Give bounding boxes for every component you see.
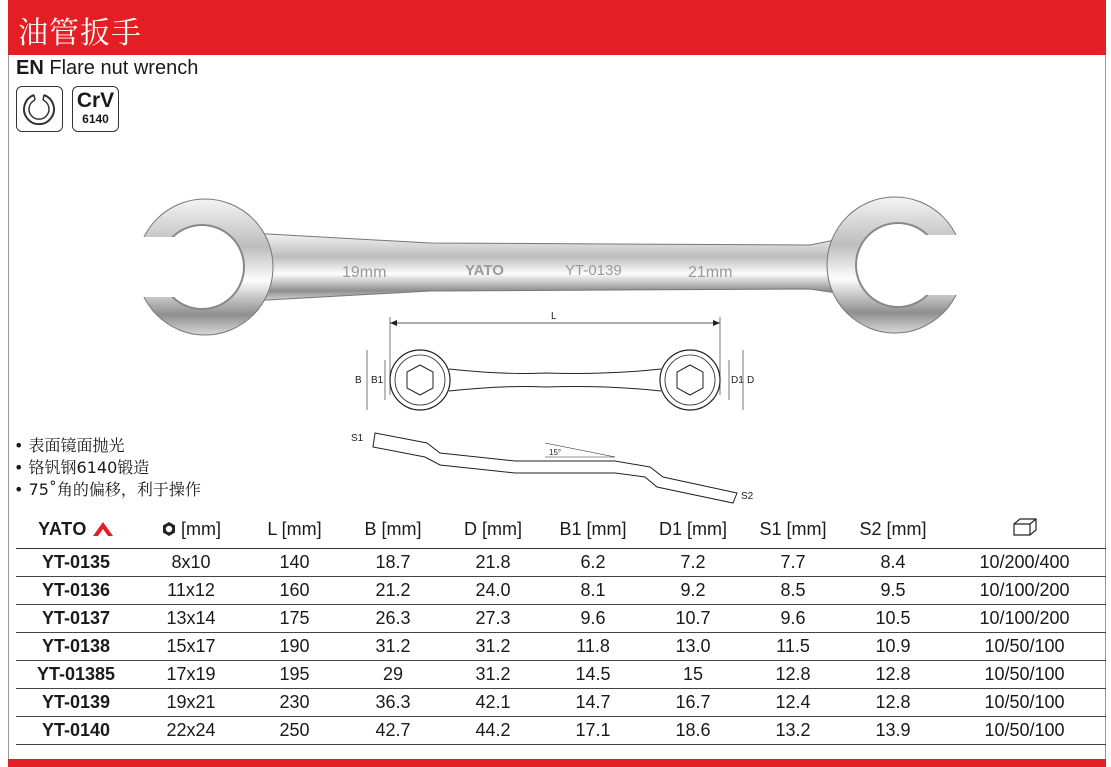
table-row [16,577,1106,605]
feature-list [14,435,201,501]
col-header-S2: S2 [mm] [843,510,943,549]
dim-label-B1: B1 [371,375,384,386]
page-title: 油管扳手 [18,16,142,51]
cell-s1: 12.8 [743,661,843,689]
dim-label-S2: S2 [741,491,754,502]
cell-pack: 10/50/100 [943,689,1106,717]
cell-s1: 7.7 [743,549,843,577]
cell-b1: 14.7 [543,689,643,717]
product-name-en: Flare nut wrench [49,57,199,79]
cell-d1: 15 [643,661,743,689]
cell-s1: 8.5 [743,577,843,605]
dim-label-B: B [355,375,362,386]
table-row [16,661,1106,689]
cell-d1: 10.7 [643,605,743,633]
cell-pack: 10/50/100 [943,661,1106,689]
photo-mark-right-size: 21mm [688,264,733,281]
cell-size: 8x10 [136,549,246,577]
cell-code: YT-0136 [16,577,136,605]
cell-s2: 10.9 [843,633,943,661]
cell-pack: 10/100/200 [943,577,1106,605]
cell-l: 190 [246,633,343,661]
cell-code: YT-0137 [16,605,136,633]
cell-b: 21.2 [343,577,443,605]
cell-code: YT-01385 [16,661,136,689]
dim-label-D: D [747,375,755,386]
cell-size: 11x12 [136,577,246,605]
cell-code: YT-0139 [16,689,136,717]
col-header-D1: D1 [mm] [643,510,743,549]
cell-code: YT-0140 [16,717,136,745]
cell-s2: 12.8 [843,661,943,689]
crv-material-badge [72,86,119,132]
table-row [16,689,1106,717]
cell-pack: 10/100/200 [943,605,1106,633]
cell-d1: 18.6 [643,717,743,745]
cell-s1: 9.6 [743,605,843,633]
col-header-L: L [mm] [246,510,343,549]
cell-b1: 8.1 [543,577,643,605]
cell-l: 250 [246,717,343,745]
dim-label-D1: D1 [731,375,744,386]
cell-d: 27.3 [443,605,543,633]
cell-b1: 14.5 [543,661,643,689]
box-icon [1012,517,1038,537]
table-header-row [16,510,1106,549]
dimension-drawing [345,305,765,510]
bottom-accent-bar [8,759,1106,767]
col-header-B: B [mm] [343,510,443,549]
cell-d: 31.2 [443,661,543,689]
col-header-B1: B1 [mm] [543,510,643,549]
cell-code: YT-0135 [16,549,136,577]
cell-pack: 10/50/100 [943,717,1106,745]
cell-size: 19x21 [136,689,246,717]
material-label: CrV [76,89,115,112]
cell-size: 22x24 [136,717,246,745]
table-row [16,549,1106,577]
dim-label-S1: S1 [351,433,364,444]
cell-b1: 6.2 [543,549,643,577]
cell-s1: 11.5 [743,633,843,661]
cell-s2: 9.5 [843,577,943,605]
cell-pack: 10/50/100 [943,633,1106,661]
feature-item: • 铬钒钢6140锻造 [14,458,150,477]
hex-size-icon [161,521,177,537]
cell-l: 175 [246,605,343,633]
cell-s2: 12.8 [843,689,943,717]
material-grade: 6140 [82,112,109,126]
cell-b1: 11.8 [543,633,643,661]
cell-l: 195 [246,661,343,689]
cell-size: 15x17 [136,633,246,661]
table-row [16,605,1106,633]
cell-b: 29 [343,661,443,689]
cell-d: 31.2 [443,633,543,661]
feature-item: • 表面镜面抛光 [14,436,125,455]
spec-table [16,510,1106,745]
col-header-size: [mm] [136,510,246,549]
cell-s2: 13.9 [843,717,943,745]
dim-label-L: L [551,311,557,322]
feature-item: • 75˚角的偏移，利于操作 [14,480,201,499]
cell-l: 160 [246,577,343,605]
col-header-D: D [mm] [443,510,543,549]
cell-b1: 9.6 [543,605,643,633]
cell-b: 42.7 [343,717,443,745]
cell-s2: 10.5 [843,605,943,633]
cell-b: 36.3 [343,689,443,717]
col-header-S1: S1 [mm] [743,510,843,549]
brand-logo: YATO [16,510,136,549]
cell-d: 44.2 [443,717,543,745]
table-row [16,633,1106,661]
cell-l: 140 [246,549,343,577]
cell-b: 18.7 [343,549,443,577]
photo-mark-brand: YATO [465,262,504,279]
cell-b: 26.3 [343,605,443,633]
cell-l: 230 [246,689,343,717]
cell-d: 21.8 [443,549,543,577]
photo-mark-model: YT-0139 [565,262,622,279]
cell-size: 13x14 [136,605,246,633]
cell-code: YT-0138 [16,633,136,661]
cell-d: 42.1 [443,689,543,717]
table-row [16,717,1106,745]
cell-d1: 9.2 [643,577,743,605]
col-header-package-icon [943,510,1106,549]
cell-size: 17x19 [136,661,246,689]
language-code: EN [16,57,44,79]
cell-s2: 8.4 [843,549,943,577]
cell-s1: 12.4 [743,689,843,717]
cell-b1: 17.1 [543,717,643,745]
cell-d1: 16.7 [643,689,743,717]
cell-s1: 13.2 [743,717,843,745]
cell-d1: 13.0 [643,633,743,661]
cell-b: 31.2 [343,633,443,661]
english-name [16,57,198,80]
dim-label-angle: 15° [549,448,562,457]
cell-d1: 7.2 [643,549,743,577]
cell-d: 24.0 [443,577,543,605]
title-banner [8,0,1106,55]
cell-pack: 10/200/400 [943,549,1106,577]
flare-open-ring-icon [16,86,63,132]
photo-mark-left-size: 19mm [342,264,387,281]
